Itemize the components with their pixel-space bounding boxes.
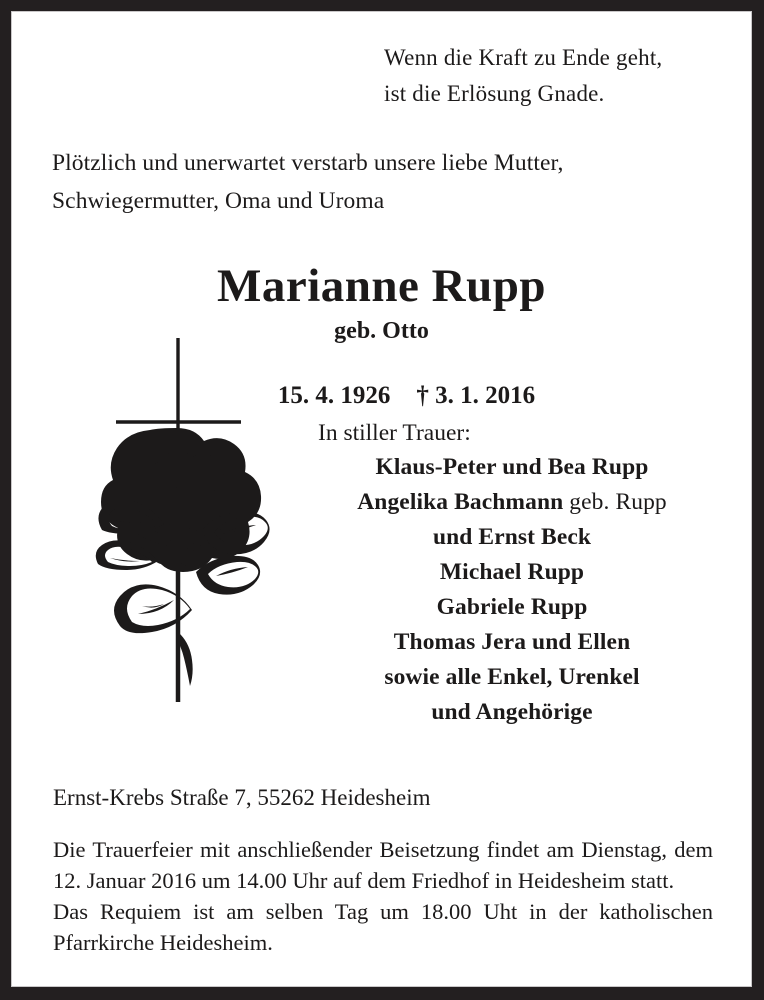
announcement-block xyxy=(52,144,564,220)
service-paragraph-1: Die Trauerfeier mit anschließender Beisetzung findet am Dienstag, dem 12. Januar 2016 um 14.00 Uhr auf dem Friedhof in Heidesheim statt. xyxy=(53,837,713,893)
service-info-block xyxy=(53,834,713,958)
maiden-name: geb. Otto xyxy=(334,318,429,344)
mourner-name-bold: Klaus-Peter und Bea Rupp xyxy=(375,454,649,480)
mourner-line xyxy=(302,520,722,555)
mourners-block xyxy=(302,416,722,730)
verse-line-1: Wenn die Kraft zu Ende geht, xyxy=(384,45,663,70)
rose-and-cross-icon xyxy=(90,334,280,714)
verse-line-2: ist die Erlösung Gnade. xyxy=(384,81,605,106)
mourner-line xyxy=(302,695,722,730)
mourner-line xyxy=(302,555,722,590)
mourners-list xyxy=(302,450,722,730)
deceased-name: Marianne Rupp xyxy=(216,260,547,312)
mourner-name-bold: und Angehörige xyxy=(431,699,593,725)
mourner-name-bold: Angelika Bachmann xyxy=(357,489,564,515)
mourner-name-bold: Thomas Jera und Ellen xyxy=(393,629,631,655)
mourners-heading: In stiller Trauer: xyxy=(318,420,471,446)
mourner-line xyxy=(302,450,722,485)
mourner-name-bold: sowie alle Enkel, Urenkel xyxy=(384,664,640,690)
mourner-name-bold: und Ernst Beck xyxy=(432,524,592,550)
mourner-line xyxy=(302,590,722,625)
mourner-line xyxy=(302,660,722,695)
mourner-name-bold: Michael Rupp xyxy=(439,559,585,585)
mourner-name-bold: Gabriele Rupp xyxy=(436,594,588,620)
service-paragraph-2: Das Requiem ist am selben Tag um 18.00 Uht in der katholischen Pfarrkirche Heidesheim. xyxy=(53,899,713,955)
announcement-line-2: Schwiegermutter, Oma und Uroma xyxy=(52,188,385,214)
mourner-line xyxy=(302,625,722,660)
mourner-name-regular: geb. Rupp xyxy=(563,489,667,515)
announcement-line-1: Plötzlich und unerwartet verstarb unsere liebe Mutter, xyxy=(52,150,564,176)
death-cross-icon: † xyxy=(416,382,429,409)
obituary-notice xyxy=(11,11,752,987)
rose-and-cross-illustration xyxy=(90,334,280,714)
address-line: Ernst-Krebs Straße 7, 55262 Heidesheim xyxy=(53,785,431,810)
death-date: 3. 1. 2016 xyxy=(435,382,536,409)
mourner-line xyxy=(302,485,722,520)
verse-block xyxy=(384,40,662,112)
birth-date: 15. 4. 1926 xyxy=(277,382,391,409)
